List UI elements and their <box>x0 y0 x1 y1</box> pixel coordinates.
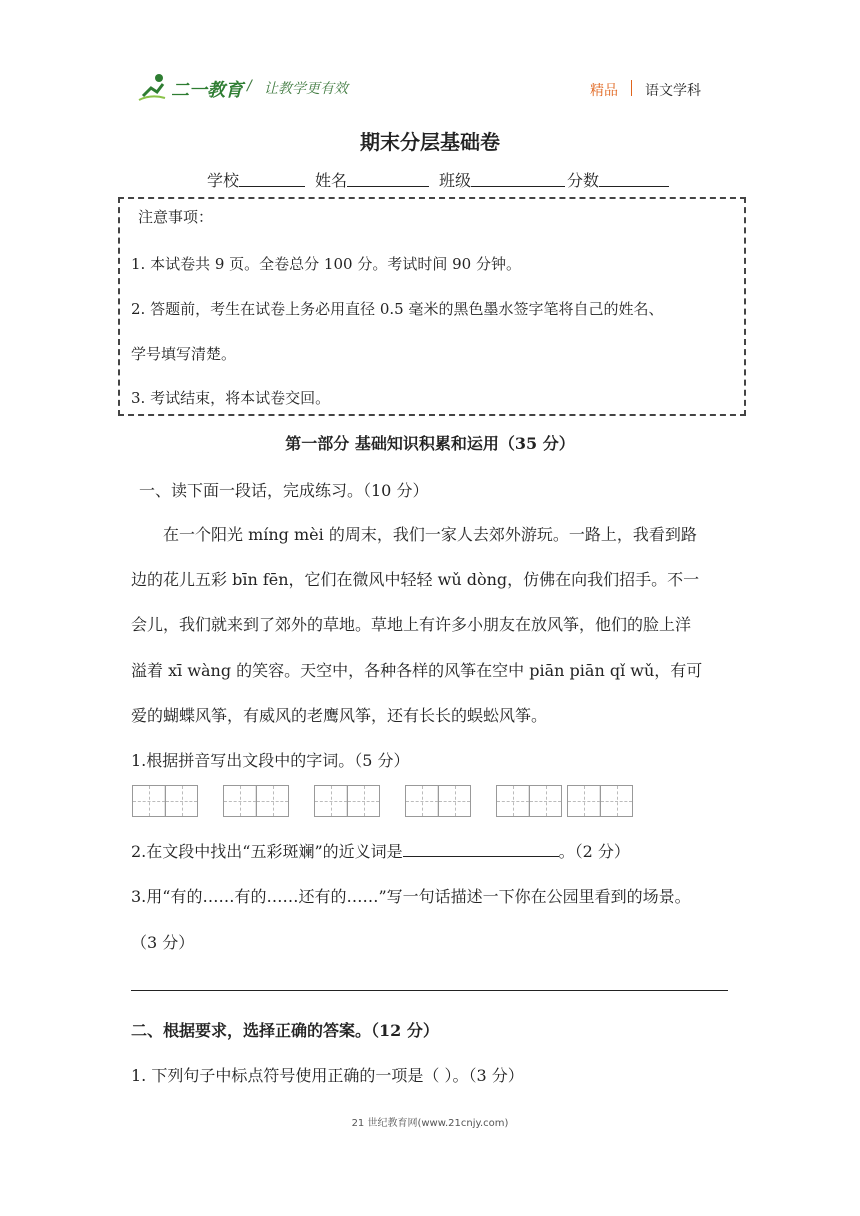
writing-box[interactable] <box>223 785 289 817</box>
notice-heading: 注意事项： <box>138 208 214 226</box>
notice-item: 2. 答题前，考生在试卷上务必用直径 0.5 毫米的黑色墨水签字笔将自己的姓名、 <box>131 300 664 318</box>
slogan: 让教学更有效 <box>264 81 348 97</box>
score-label: 分数 <box>567 171 600 190</box>
part1-heading: 第一部分 基础知识积累和运用（35 分） <box>285 434 575 453</box>
school-label: 学校 <box>207 171 240 190</box>
class-label: 班级 <box>439 171 472 190</box>
score-blank[interactable] <box>599 168 669 187</box>
school-blank[interactable] <box>239 168 305 187</box>
logo-text: 二一教育 <box>171 80 243 101</box>
quality-tag: 精品 <box>590 83 618 99</box>
writing-box[interactable] <box>496 785 562 817</box>
question-1: 1.根据拼音写出文段中的字词。（5 分） <box>131 751 410 770</box>
name-blank[interactable] <box>347 168 429 187</box>
question-2-prefix: 2.在文段中找出“五彩斑斓”的近义词是 <box>131 842 403 861</box>
tag-divider <box>631 80 632 96</box>
answer-line[interactable] <box>131 990 728 991</box>
writing-box[interactable] <box>314 785 380 817</box>
writing-box[interactable] <box>567 785 633 817</box>
passage-line: 会儿，我们就来到了郊外的草地。草地上有许多小朋友在放风筝，他们的脸上洋 <box>131 615 692 634</box>
question-2-suffix: 。（2 分） <box>558 842 630 861</box>
page-title: 期末分层基础卷 <box>360 130 500 154</box>
notice-item: 1. 本试卷共 9 页。全卷总分 100 分。考试时间 90 分钟。 <box>131 255 521 273</box>
writing-box[interactable] <box>132 785 198 817</box>
passage-line: 在一个阳光 míng mèi 的周末，我们一家人去郊外游玩。一路上，我看到路 <box>163 525 697 544</box>
section1-heading: 一、读下面一段话，完成练习。（10 分） <box>139 481 429 500</box>
student-info-line <box>207 168 679 191</box>
writing-box[interactable] <box>405 785 471 817</box>
class-blank[interactable] <box>471 168 565 187</box>
passage-line: 溢着 xī wàng 的笑容。天空中，各种各样的风筝在空中 piān piān qǐ wǔ，有可 <box>131 661 703 680</box>
notice-item: 3. 考试结束，将本试卷交回。 <box>131 389 331 407</box>
section2-question-1: 1. 下列句子中标点符号使用正确的一项是（ ）。（3 分） <box>131 1066 524 1085</box>
subject-tag: 语文学科 <box>645 83 701 99</box>
question-2 <box>131 838 630 862</box>
name-label: 姓名 <box>315 171 348 190</box>
page-footer: 21 世纪教育网(www.21cnjy.com) <box>351 1118 509 1129</box>
question-3: 3.用“有的……有的……还有的……”写一句话描述一下你在公园里看到的场景。 <box>131 887 691 906</box>
slogan-separator: / <box>247 78 252 94</box>
logo <box>137 70 249 104</box>
notice-item: 学号填写清楚。 <box>131 345 237 363</box>
question-3-score: （3 分） <box>131 933 195 952</box>
passage-line: 边的花儿五彩 bīn fēn，它们在微风中轻轻 wǔ dòng，仿佛在向我们招手。不一 <box>131 570 700 589</box>
synonym-answer-blank[interactable] <box>403 838 559 857</box>
passage-line: 爱的蝴蝶风筝，有威风的老鹰风筝，还有长长的蜈蚣风筝。 <box>131 706 548 725</box>
section2-heading: 二、根据要求，选择正确的答案。（12 分） <box>131 1021 439 1040</box>
